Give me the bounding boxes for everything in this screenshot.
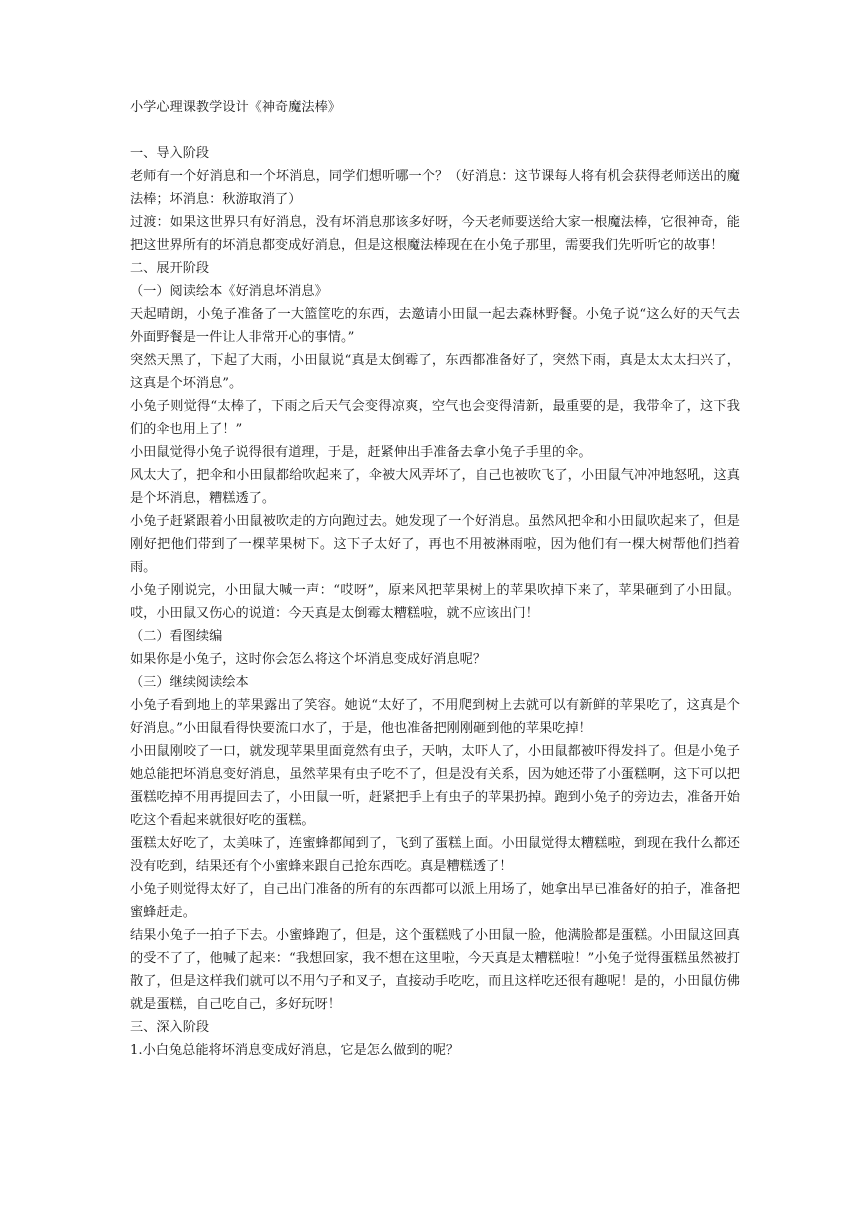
paragraph: 过渡：如果这世界只有好消息，没有坏消息那该多好呀，今天老师要送给大家一根魔法棒，它很神奇，能把这世界所有的坏消息都变成好消息，但是这根魔法棒现在在小兔子那里，需要我们先听听它的故事！ bbox=[130, 215, 740, 253]
paragraph: 结果小兔子一拍子下去。小蜜蜂跑了，但是，这个蛋糕贱了小田鼠一脸，他满脸都是蛋糕。小田鼠这回真的受不了了，他喊了起来：“我想回家，我不想在这里啦，今天真是太糟糕啦！”小兔子觉得蛋糕虽然被打散了，但是这样我们就可以不用勺子和叉子，直接动手吃吃，而且这样吃还很有趣呢！是的，小田鼠仿佛就是蛋糕，自己吃自己，多好玩呀！ bbox=[130, 928, 740, 1012]
paragraph: 小兔子看到地上的苹果露出了笑容。她说“太好了，不用爬到树上去就可以有新鲜的苹果吃了，这真是个好消息。”小田鼠看得快要流口水了，于是，他也准备把刚刚砸到他的苹果吃掉！ bbox=[130, 698, 740, 736]
paragraph: 蛋糕太好吃了，太美味了，连蜜蜂都闻到了，飞到了蛋糕上面。小田鼠觉得太糟糕啦，到现在我什么都还没有吃到，结果还有个小蜜蜂来跟自己抢东西吃。真是糟糕透了！ bbox=[130, 836, 740, 874]
paragraph: 突然天黑了，下起了大雨，小田鼠说“真是太倒霉了，东西都准备好了，突然下雨，真是太太太扫兴了，这真是个坏消息”。 bbox=[130, 353, 740, 391]
paragraph: 小田鼠觉得小兔子说得很有道理，于是，赶紧伸出手准备去拿小兔子手里的伞。 bbox=[130, 445, 592, 460]
section-heading-develop: 二、展开阶段 bbox=[130, 261, 210, 276]
paragraph: 小兔子刚说完，小田鼠大喊一声：“哎呀”，原来风把苹果树上的苹果吹掉下来了，苹果砸到了小田鼠。哎，小田鼠又伤心的说道：今天真是太倒霉太糟糕啦，就不应该出门！ bbox=[130, 583, 740, 621]
document-title: 小学心理课教学设计《神奇魔法棒》 bbox=[130, 100, 341, 115]
section-heading-intro: 一、导入阶段 bbox=[130, 146, 210, 161]
paragraph: 小兔子赶紧跟着小田鼠被吹走的方向跑过去。她发现了一个好消息。虽然风把伞和小田鼠吹起来了，但是刚好把他们带到了一棵苹果树下。这下子太好了，再也不用被淋雨啦，因为他们有一棵大树帮他们挡着雨。 bbox=[130, 514, 740, 575]
paragraph: 天起晴朗，小兔子准备了一大篮筐吃的东西，去邀请小田鼠一起去森林野餐。小兔子说“这么好的天气去外面野餐是一件让人非常开心的事情。” bbox=[130, 307, 740, 345]
paragraph: 小兔子则觉得“太棒了，下雨之后天气会变得凉爽，空气也会变得清新，最重要的是，我带伞了，这下我们的伞也用上了！” bbox=[130, 399, 740, 437]
paragraph: 小田鼠刚咬了一口，就发现苹果里面竟然有虫子，天呐，太吓人了，小田鼠都被吓得发抖了。但是小兔子她总能把坏消息变好消息，虽然苹果有虫子吃不了，但是没有关系，因为她还带了小蛋糕啊，这下可以把蛋糕吃掉不用再提回去了，小田鼠一听，赶紧把手上有虫子的苹果扔掉。跑到小兔子的旁边去，准备开始吃这个看起来就很好吃的蛋糕。 bbox=[130, 744, 740, 828]
paragraph: 老师有一个好消息和一个坏消息，同学们想听哪一个？（好消息：这节课每人将有机会获得老师送出的魔法棒；坏消息：秋游取消了） bbox=[130, 169, 740, 207]
subsection-heading-continue-story: （二）看图续编 bbox=[130, 629, 223, 644]
section-heading-deepen: 三、深入阶段 bbox=[130, 1020, 210, 1035]
paragraph: 风太大了，把伞和小田鼠都给吹起来了，伞被大风弄坏了，自己也被吹飞了，小田鼠气冲冲地怒吼，这真是个坏消息，糟糕透了。 bbox=[130, 468, 740, 506]
document-page bbox=[130, 96, 740, 1062]
paragraph: 小兔子则觉得太好了，自己出门准备的所有的东西都可以派上用场了，她拿出早已准备好的拍子，准备把蜜蜂赶走。 bbox=[130, 882, 740, 920]
paragraph: 如果你是小兔子，这时你会怎么将这个坏消息变成好消息呢？ bbox=[130, 652, 487, 667]
subsection-heading-read: （一）阅读绘本《好消息坏消息》 bbox=[130, 284, 328, 299]
question-item: 1.小白兔总能将坏消息变成好消息，它是怎么做到的呢？ bbox=[130, 1043, 460, 1058]
subsection-heading-keep-reading: （三）继续阅读绘本 bbox=[130, 675, 249, 690]
